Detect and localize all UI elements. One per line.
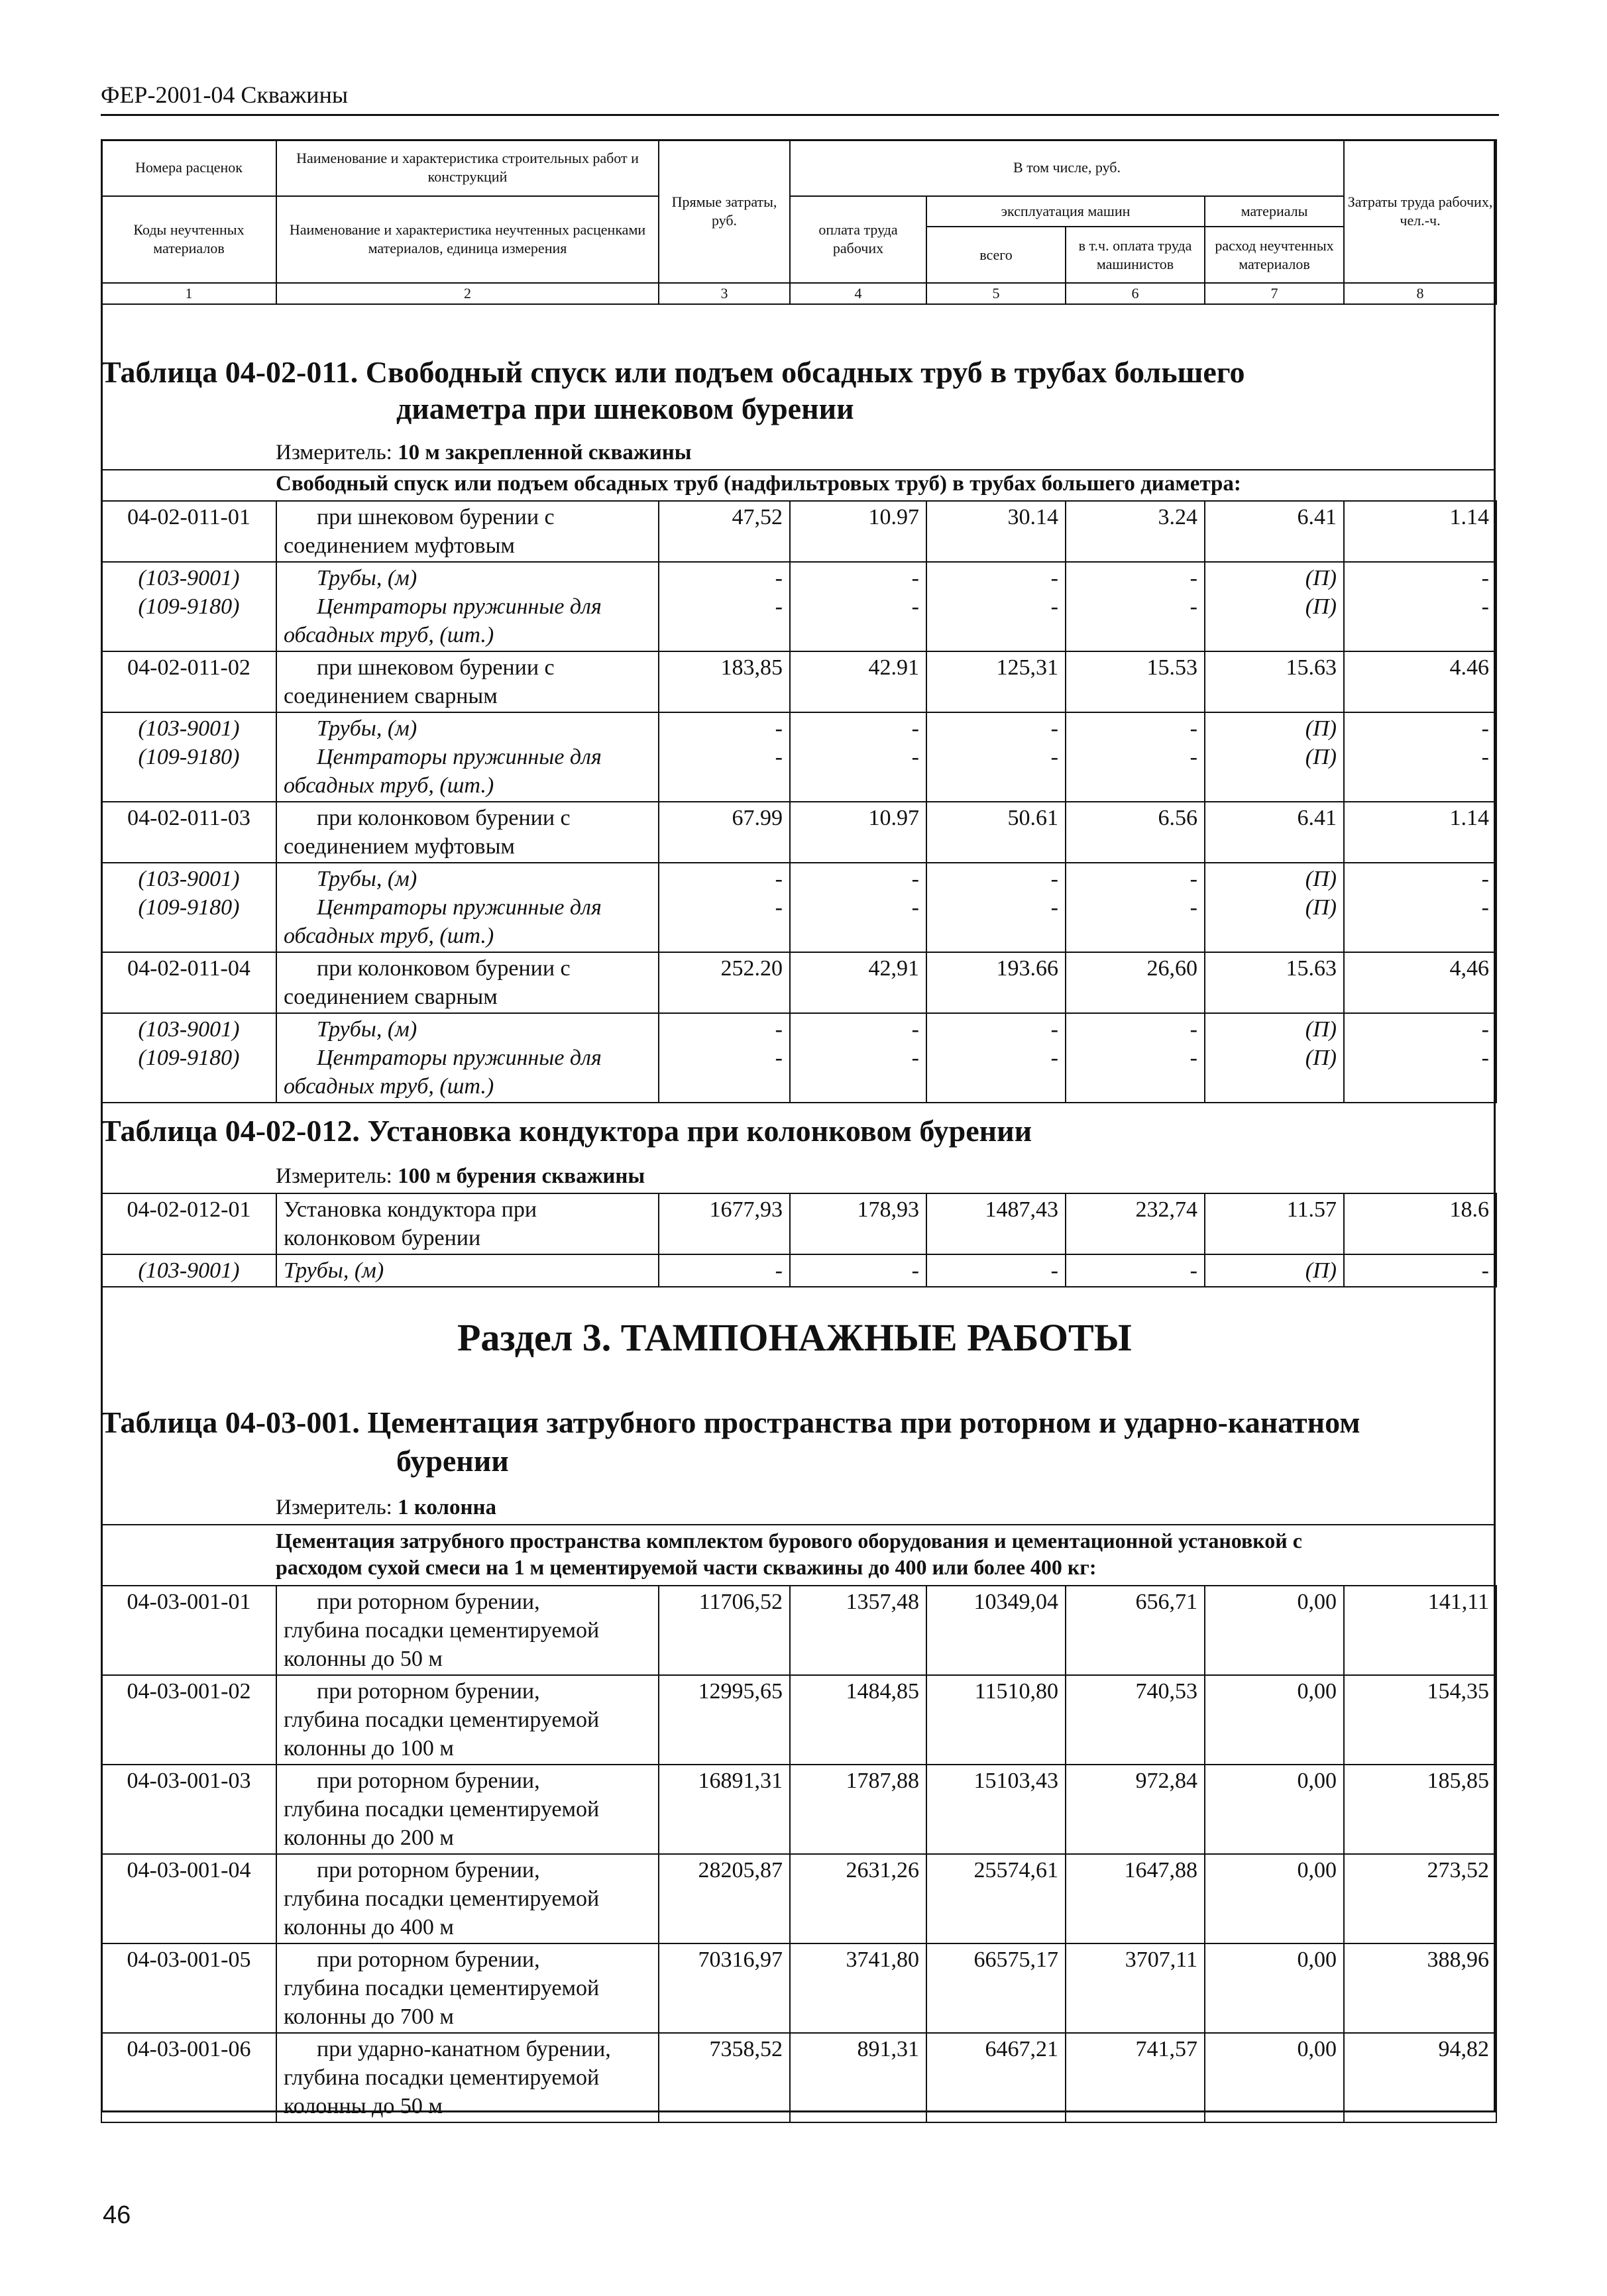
- value-cell: 70316,97: [659, 1943, 790, 2033]
- value-cell: 2631,26: [790, 1854, 926, 1943]
- rate-code: 04-02-011-03: [101, 802, 276, 863]
- value-cell: 0,00: [1205, 1765, 1344, 1854]
- value-cell: (П) (П): [1205, 863, 1344, 952]
- value-cell: 6.41: [1205, 501, 1344, 562]
- value-cell: 4.46: [1344, 651, 1496, 712]
- value-cell: - -: [659, 712, 790, 802]
- value-cell: -: [1066, 1254, 1205, 1287]
- hdr-c8: Затраты труда рабочих, чел.-ч.: [1344, 140, 1496, 283]
- hdr-c2a: Наименование и характеристика строительных работ и конструкций: [276, 140, 659, 196]
- rate-code: 04-02-012-01: [101, 1193, 276, 1254]
- value-cell: - -: [1066, 712, 1205, 802]
- value-cell: 193.66: [926, 952, 1066, 1013]
- rate-name: Установка кондуктора при колонковом бурении: [276, 1193, 659, 1254]
- value-cell: - -: [1344, 1013, 1496, 1103]
- table-title: Таблица 04-02-012. Установка кондуктора при колонковом бурении: [101, 1114, 1032, 1148]
- value-cell: 178,93: [790, 1193, 926, 1254]
- value-cell: 1.14: [1344, 802, 1496, 863]
- value-cell: - -: [926, 712, 1066, 802]
- hdr-c6: в т.ч. оплата труда машинистов: [1066, 227, 1205, 283]
- hdr-num: 2: [276, 283, 659, 304]
- hdr-num: 7: [1205, 283, 1344, 304]
- table-title-cont: бурении: [396, 1444, 509, 1478]
- value-cell: - -: [1344, 562, 1496, 651]
- material-rows: [101, 712, 1496, 802]
- header-rule: [101, 114, 1499, 116]
- rate-name: при роторном бурении, глубина посадки цементируемой колонны до 200 м: [276, 1765, 659, 1854]
- table-row: [101, 802, 1496, 863]
- value-cell: 0,00: [1205, 1943, 1344, 2033]
- page-number: 46: [103, 2201, 131, 2229]
- material-code: (103-9001) (109-9180): [101, 1013, 276, 1103]
- table-04-02-012: [101, 1193, 1497, 1287]
- value-cell: 891,31: [790, 2033, 926, 2122]
- rate-name: при роторном бурении, глубина посадки цементируемой колонны до 50 м: [276, 1586, 659, 1675]
- hdr-c7: расход неучтенных материалов: [1205, 227, 1344, 283]
- value-cell: 6.41: [1205, 802, 1344, 863]
- value-cell: 740,53: [1066, 1675, 1205, 1765]
- rate-code: 04-03-001-05: [101, 1943, 276, 2033]
- table-description: Цементация затрубного пространства комплектом бурового оборудования и цементационной установкой с расходом сухой смеси на 1 м цементируемой части скважины до 400 или более 400 кг:: [276, 1529, 1302, 1579]
- hdr-c3: Прямые затраты, руб.: [659, 140, 790, 283]
- section-title: Раздел 3. ТАМПОНАЖНЫЕ РАБОТЫ: [457, 1316, 1132, 1359]
- value-cell: -: [1344, 1254, 1496, 1287]
- value-cell: 11706,52: [659, 1586, 790, 1675]
- material-name: Трубы, (м) Центраторы пружинные для обсадных труб, (шт.): [276, 562, 659, 651]
- table-title: Таблица 04-02-011. Свободный спуск или подъем обсадных труб в трубах большего: [101, 355, 1245, 389]
- value-cell: 26,60: [1066, 952, 1205, 1013]
- material-name: Трубы, (м) Центраторы пружинные для обсадных труб, (шт.): [276, 1013, 659, 1103]
- table-row: [101, 501, 1496, 562]
- material-name: Трубы, (м) Центраторы пружинные для обсадных труб, (шт.): [276, 863, 659, 952]
- rate-name: при роторном бурении, глубина посадки цементируемой колонны до 700 м: [276, 1943, 659, 2033]
- material-name: Трубы, (м): [276, 1254, 659, 1287]
- value-cell: (П) (П): [1205, 1013, 1344, 1103]
- value-cell: 741,57: [1066, 2033, 1205, 2122]
- table-row: [101, 1675, 1496, 1765]
- table-row: [101, 1765, 1496, 1854]
- table-row: [101, 1854, 1496, 1943]
- value-cell: - -: [790, 863, 926, 952]
- value-cell: 1677,93: [659, 1193, 790, 1254]
- value-cell: - -: [1344, 863, 1496, 952]
- value-cell: 183,85: [659, 651, 790, 712]
- value-cell: 30.14: [926, 501, 1066, 562]
- value-cell: 1487,43: [926, 1193, 1066, 1254]
- value-cell: 0,00: [1205, 1586, 1344, 1675]
- value-cell: 10.97: [790, 802, 926, 863]
- value-cell: - -: [790, 1013, 926, 1103]
- table-row: [101, 952, 1496, 1013]
- hdr-incl: В том числе, руб.: [790, 140, 1344, 196]
- value-cell: 10.97: [790, 501, 926, 562]
- value-cell: 15.63: [1205, 651, 1344, 712]
- value-cell: (П) (П): [1205, 712, 1344, 802]
- hdr-num: 8: [1344, 283, 1496, 304]
- value-cell: - -: [1344, 712, 1496, 802]
- rate-code: 04-02-011-02: [101, 651, 276, 712]
- value-cell: 3.24: [1066, 501, 1205, 562]
- value-cell: -: [659, 1254, 790, 1287]
- value-cell: 11.57: [1205, 1193, 1344, 1254]
- value-cell: 16891,31: [659, 1765, 790, 1854]
- value-cell: 12995,65: [659, 1675, 790, 1765]
- hdr-c4: оплата труда рабочих: [790, 196, 926, 283]
- value-cell: 6467,21: [926, 2033, 1066, 2122]
- measure-line: Измеритель: 1 колонна: [276, 1496, 497, 1519]
- hdr-c5: всего: [926, 227, 1066, 283]
- value-cell: 10349,04: [926, 1586, 1066, 1675]
- value-cell: 15.53: [1066, 651, 1205, 712]
- value-cell: (П) (П): [1205, 562, 1344, 651]
- value-cell: (П): [1205, 1254, 1344, 1287]
- hdr-materials: материалы: [1205, 196, 1344, 227]
- rate-code: 04-02-011-04: [101, 952, 276, 1013]
- value-cell: 1787,88: [790, 1765, 926, 1854]
- value-cell: 28205,87: [659, 1854, 790, 1943]
- value-cell: 0,00: [1205, 2033, 1344, 2122]
- value-cell: - -: [1066, 1013, 1205, 1103]
- value-cell: 1.14: [1344, 501, 1496, 562]
- value-cell: 141,11: [1344, 1586, 1496, 1675]
- rate-code: 04-03-001-04: [101, 1854, 276, 1943]
- rate-name: при роторном бурении, глубина посадки цементируемой колонны до 400 м: [276, 1854, 659, 1943]
- hdr-c1b: Коды неучтенных материалов: [101, 196, 276, 283]
- value-cell: 388,96: [1344, 1943, 1496, 2033]
- value-cell: 42,91: [790, 952, 926, 1013]
- value-cell: - -: [926, 562, 1066, 651]
- hdr-c1a: Номера расценок: [101, 140, 276, 196]
- table-description: Свободный спуск или подъем обсадных труб (надфильтровых труб) в трубах большего диаметра:: [276, 472, 1241, 496]
- value-cell: 656,71: [1066, 1586, 1205, 1675]
- value-cell: 50.61: [926, 802, 1066, 863]
- value-cell: 18.6: [1344, 1193, 1496, 1254]
- measure-line: Измеритель: 10 м закрепленной скважины: [276, 441, 692, 465]
- rate-name: при шнековом бурении с соединением сварным: [276, 651, 659, 712]
- material-rows: [101, 863, 1496, 952]
- value-cell: 15.63: [1205, 952, 1344, 1013]
- value-cell: 47,52: [659, 501, 790, 562]
- value-cell: 125,31: [926, 651, 1066, 712]
- value-cell: 1357,48: [790, 1586, 926, 1675]
- value-cell: - -: [659, 1013, 790, 1103]
- value-cell: - -: [1066, 863, 1205, 952]
- material-rows: [101, 562, 1496, 651]
- value-cell: - -: [659, 562, 790, 651]
- rate-code: 04-03-001-06: [101, 2033, 276, 2122]
- table-title: Таблица 04-03-001. Цементация затрубного пространства при роторном и ударно-канатном: [101, 1405, 1360, 1439]
- column-header-table: [101, 139, 1497, 305]
- rate-name: при колонковом бурении с соединением сварным: [276, 952, 659, 1013]
- value-cell: 66575,17: [926, 1943, 1066, 2033]
- value-cell: 972,84: [1066, 1765, 1205, 1854]
- value-cell: 252.20: [659, 952, 790, 1013]
- material-name: Трубы, (м) Центраторы пружинные для обсадных труб, (шт.): [276, 712, 659, 802]
- rate-code: 04-03-001-03: [101, 1765, 276, 1854]
- rate-code: 04-02-011-01: [101, 501, 276, 562]
- hdr-num: 5: [926, 283, 1066, 304]
- value-cell: 154,35: [1344, 1675, 1496, 1765]
- rate-name: при шнековом бурении с соединением муфтовым: [276, 501, 659, 562]
- rule: [101, 1524, 1496, 1525]
- value-cell: 15103,43: [926, 1765, 1066, 1854]
- value-cell: 232,74: [1066, 1193, 1205, 1254]
- value-cell: 11510,80: [926, 1675, 1066, 1765]
- hdr-num: 3: [659, 283, 790, 304]
- table-04-02-011: [101, 500, 1497, 1103]
- rate-name: при колонковом бурении с соединением муфтовым: [276, 802, 659, 863]
- value-cell: - -: [926, 863, 1066, 952]
- table-row: [101, 651, 1496, 712]
- value-cell: -: [790, 1254, 926, 1287]
- material-rows: [101, 1013, 1496, 1103]
- material-code: (103-9001) (109-9180): [101, 863, 276, 952]
- table-row: [101, 1586, 1496, 1675]
- material-code: (103-9001) (109-9180): [101, 712, 276, 802]
- hdr-num: 6: [1066, 283, 1205, 304]
- hdr-machines: эксплуатация машин: [926, 196, 1205, 227]
- value-cell: 6.56: [1066, 802, 1205, 863]
- value-cell: 3707,11: [1066, 1943, 1205, 2033]
- value-cell: 1647,88: [1066, 1854, 1205, 1943]
- value-cell: 25574,61: [926, 1854, 1066, 1943]
- material-code: (103-9001) (109-9180): [101, 562, 276, 651]
- hdr-num: 1: [101, 283, 276, 304]
- value-cell: - -: [1066, 562, 1205, 651]
- value-cell: 7358,52: [659, 2033, 790, 2122]
- hdr-num: 4: [790, 283, 926, 304]
- hdr-c2b: Наименование и характеристика неучтенных расценками материалов, единица измерения: [276, 196, 659, 283]
- value-cell: 94,82: [1344, 2033, 1496, 2122]
- rule: [101, 469, 1496, 470]
- value-cell: 273,52: [1344, 1854, 1496, 1943]
- running-header: ФЕР-2001-04 Скважины: [101, 82, 349, 108]
- value-cell: - -: [659, 863, 790, 952]
- table-title-cont: диаметра при шнековом бурении: [396, 392, 854, 425]
- rate-code: 04-03-001-01: [101, 1586, 276, 1675]
- measure-line: Измеритель: 100 м бурения скважины: [276, 1164, 645, 1188]
- value-cell: 0,00: [1205, 1675, 1344, 1765]
- value-cell: - -: [790, 562, 926, 651]
- value-cell: 42.91: [790, 651, 926, 712]
- value-cell: 4,46: [1344, 952, 1496, 1013]
- rate-name: при роторном бурении, глубина посадки цементируемой колонны до 100 м: [276, 1675, 659, 1765]
- value-cell: 185,85: [1344, 1765, 1496, 1854]
- table-04-03-001: [101, 1585, 1497, 2123]
- rate-name: при ударно-канатном бурении, глубина посадки цементируемой колонны до 50 м: [276, 2033, 659, 2122]
- material-code: (103-9001): [101, 1254, 276, 1287]
- value-cell: - -: [790, 712, 926, 802]
- table-row: [101, 2033, 1496, 2122]
- value-cell: - -: [926, 1013, 1066, 1103]
- rate-code: 04-03-001-02: [101, 1675, 276, 1765]
- value-cell: -: [926, 1254, 1066, 1287]
- table-row: [101, 1943, 1496, 2033]
- value-cell: 1484,85: [790, 1675, 926, 1765]
- value-cell: 0,00: [1205, 1854, 1344, 1943]
- value-cell: 3741,80: [790, 1943, 926, 2033]
- value-cell: 67.99: [659, 802, 790, 863]
